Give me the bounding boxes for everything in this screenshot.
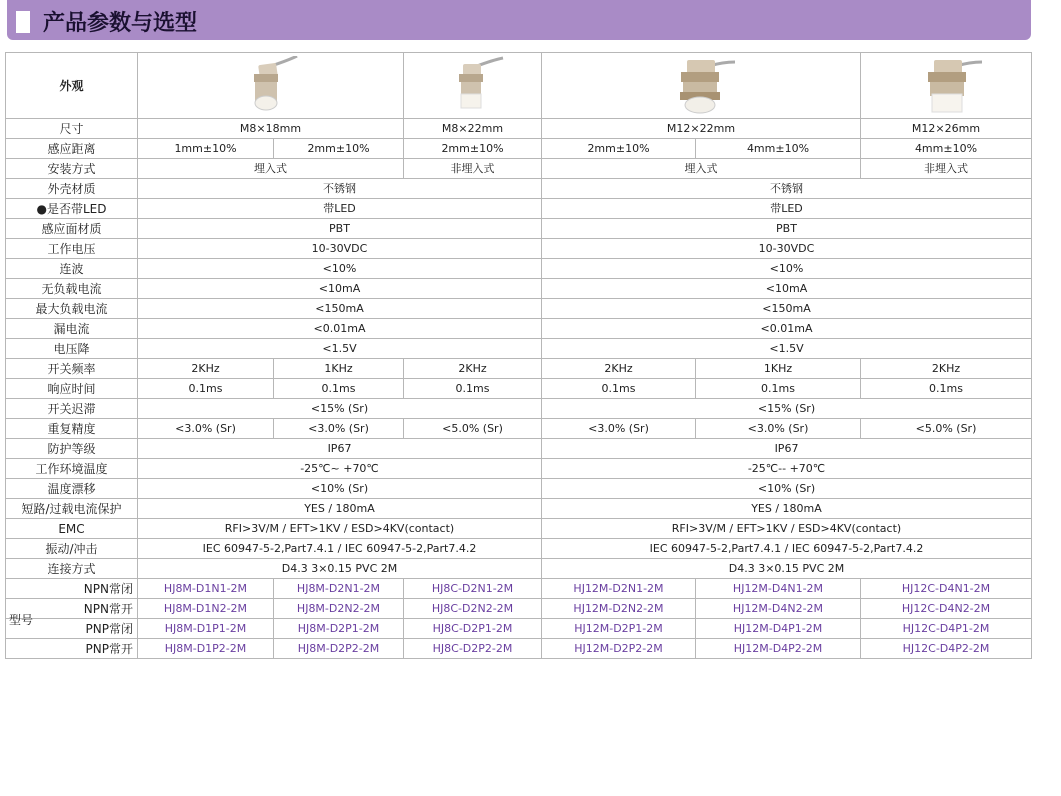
spec-value: 2mm±10% [274, 139, 404, 159]
spec-value: PBT [138, 219, 542, 239]
spec-label: 连接方式 [6, 559, 138, 579]
spec-value: 不锈钢 [138, 179, 542, 199]
spec-value: 2mm±10% [542, 139, 696, 159]
model-number[interactable]: HJ12M-D2P2-2M [542, 639, 696, 659]
model-type-label: NPN常闭 [6, 579, 138, 599]
model-number[interactable]: HJ8M-D2P1-2M [274, 619, 404, 639]
spec-label: 最大负载电流 [6, 299, 138, 319]
spec-value: <3.0% (Sr) [542, 419, 696, 439]
model-number[interactable]: HJ8M-D2P2-2M [274, 639, 404, 659]
model-number[interactable]: HJ12C-D4P2-2M [861, 639, 1032, 659]
spec-label: 温度漂移 [6, 479, 138, 499]
spec-value: <10% (Sr) [138, 479, 542, 499]
spec-row [6, 199, 1032, 219]
spec-label: 安装方式 [6, 159, 138, 179]
spec-value: IP67 [138, 439, 542, 459]
spec-label: 感应距离 [6, 139, 138, 159]
spec-label: EMC [6, 519, 138, 539]
spec-label: 感应面材质 [6, 219, 138, 239]
spec-value: 2KHz [861, 359, 1032, 379]
spec-value: 0.1ms [404, 379, 542, 399]
spec-value: 10-30VDC [138, 239, 542, 259]
product-image-cell [138, 53, 404, 119]
model-row [6, 599, 1032, 619]
spec-label: 开关迟滞 [6, 399, 138, 419]
spec-value: <0.01mA [542, 319, 1032, 339]
spec-label: 短路/过载电流保护 [6, 499, 138, 519]
spec-row [6, 539, 1032, 559]
spec-row [6, 319, 1032, 339]
spec-value: 4mm±10% [861, 139, 1032, 159]
spec-value: 10-30VDC [542, 239, 1032, 259]
model-row [6, 619, 1032, 639]
title-marker [16, 11, 30, 33]
spec-value: -25℃-- +70℃ [542, 459, 1032, 479]
model-number[interactable]: HJ8C-D2P1-2M [404, 619, 542, 639]
model-number[interactable]: HJ12M-D2P1-2M [542, 619, 696, 639]
spec-value: RFI>3V/M / EFT>1KV / ESD>4KV(contact) [542, 519, 1032, 539]
spec-value: 埋入式 [542, 159, 861, 179]
spec-label: 振动/冲击 [6, 539, 138, 559]
spec-value: 1KHz [274, 359, 404, 379]
spec-value: <10mA [138, 279, 542, 299]
model-number[interactable]: HJ8M-D1N2-2M [138, 599, 274, 619]
model-number[interactable]: HJ12M-D2N2-2M [542, 599, 696, 619]
appearance-label: 外观 [6, 53, 138, 119]
spec-value: 不锈钢 [542, 179, 1032, 199]
spec-value: 埋入式 [138, 159, 404, 179]
spec-value: 2KHz [542, 359, 696, 379]
spec-row [6, 559, 1032, 579]
spec-row [6, 499, 1032, 519]
spec-value: 2KHz [404, 359, 542, 379]
spec-value: 带LED [138, 199, 542, 219]
spec-value: 2KHz [138, 359, 274, 379]
spec-value: <150mA [138, 299, 542, 319]
spec-row [6, 279, 1032, 299]
spec-value: 0.1ms [274, 379, 404, 399]
spec-value: IEC 60947-5-2,Part7.4.1 / IEC 60947-5-2,Part7.4.2 [138, 539, 542, 559]
spec-value: D4.3 3×0.15 PVC 2M [542, 559, 1032, 579]
model-number[interactable]: HJ8M-D1N1-2M [138, 579, 274, 599]
spec-label: 开关频率 [6, 359, 138, 379]
spec-value: <5.0% (Sr) [861, 419, 1032, 439]
spec-row [6, 159, 1032, 179]
product-image-cell [861, 53, 1032, 119]
spec-value: <15% (Sr) [542, 399, 1032, 419]
spec-value: 0.1ms [696, 379, 861, 399]
spec-row [6, 459, 1032, 479]
spec-value: <1.5V [542, 339, 1032, 359]
model-section-label: 型号 [9, 612, 34, 627]
spec-value: <3.0% (Sr) [274, 419, 404, 439]
spec-value: D4.3 3×0.15 PVC 2M [138, 559, 542, 579]
spec-value: <3.0% (Sr) [138, 419, 274, 439]
m12-nonflush-sensor-image [906, 56, 986, 116]
model-row [6, 579, 1032, 599]
spec-value: RFI>3V/M / EFT>1KV / ESD>4KV(contact) [138, 519, 542, 539]
spec-label: 尺寸 [6, 119, 138, 139]
appearance-row [6, 53, 1032, 119]
spec-value: 0.1ms [861, 379, 1032, 399]
model-number[interactable]: HJ12M-D2N1-2M [542, 579, 696, 599]
section-header [7, 0, 1031, 40]
spec-row [6, 399, 1032, 419]
spec-value: M8×22mm [404, 119, 542, 139]
spec-row [6, 299, 1032, 319]
spec-value: <10% (Sr) [542, 479, 1032, 499]
model-number[interactable]: HJ8M-D2N1-2M [274, 579, 404, 599]
page-title: 产品参数与选型 [43, 11, 198, 36]
spec-value: PBT [542, 219, 1032, 239]
model-number[interactable]: HJ12C-D4N2-2M [861, 599, 1032, 619]
spec-value: 带LED [542, 199, 1032, 219]
model-number[interactable]: HJ12M-D4N2-2M [696, 599, 861, 619]
spec-row [6, 259, 1032, 279]
spec-value: <1.5V [138, 339, 542, 359]
spec-label: 电压降 [6, 339, 138, 359]
m8-nonflush-sensor-image [433, 56, 513, 116]
model-type-label: NPN常开 [6, 599, 138, 619]
spec-label: 无负载电流 [6, 279, 138, 299]
spec-value: M8×18mm [138, 119, 404, 139]
spec-label: 响应时间 [6, 379, 138, 399]
spec-row [6, 419, 1032, 439]
spec-value: 0.1ms [138, 379, 274, 399]
spec-label: 工作电压 [6, 239, 138, 259]
product-image-cell [542, 53, 861, 119]
spec-row [6, 119, 1032, 139]
m12-flush-sensor-image [661, 56, 741, 116]
spec-row [6, 179, 1032, 199]
model-type-label: PNP常开 [6, 639, 138, 659]
spec-value: 0.1ms [542, 379, 696, 399]
spec-value: YES / 180mA [138, 499, 542, 519]
spec-value: <0.01mA [138, 319, 542, 339]
spec-label: 外壳材质 [6, 179, 138, 199]
model-row [6, 639, 1032, 659]
spec-label: 漏电流 [6, 319, 138, 339]
spec-value: -25℃~ +70℃ [138, 459, 542, 479]
spec-value: IEC 60947-5-2,Part7.4.1 / IEC 60947-5-2,Part7.4.2 [542, 539, 1032, 559]
model-number[interactable]: HJ8C-D2P2-2M [404, 639, 542, 659]
spec-value: <10mA [542, 279, 1032, 299]
spec-value: <3.0% (Sr) [696, 419, 861, 439]
model-number[interactable]: HJ8M-D1P1-2M [138, 619, 274, 639]
spec-row [6, 239, 1032, 259]
spec-label: ●是否带LED [6, 199, 138, 219]
spec-label: 重复精度 [6, 419, 138, 439]
spec-value: 1mm±10% [138, 139, 274, 159]
spec-value: 非埋入式 [861, 159, 1032, 179]
spec-value: YES / 180mA [542, 499, 1032, 519]
spec-value: <5.0% (Sr) [404, 419, 542, 439]
model-number[interactable]: HJ8M-D1P2-2M [138, 639, 274, 659]
model-type-label: PNP常闭 [6, 619, 138, 639]
spec-value: 非埋入式 [404, 159, 542, 179]
model-number[interactable]: HJ12M-D4N1-2M [696, 579, 861, 599]
spec-value: <150mA [542, 299, 1032, 319]
spec-row [6, 519, 1032, 539]
spec-label: 工作环境温度 [6, 459, 138, 479]
spec-label: 防护等级 [6, 439, 138, 459]
spec-row [6, 219, 1032, 239]
model-number[interactable]: HJ12C-D4P1-2M [861, 619, 1032, 639]
spec-label: 连波 [6, 259, 138, 279]
spec-value: IP67 [542, 439, 1032, 459]
spec-value: M12×26mm [861, 119, 1032, 139]
model-number[interactable]: HJ8C-D2N2-2M [404, 599, 542, 619]
spec-value: <10% [542, 259, 1032, 279]
spec-value: <15% (Sr) [138, 399, 542, 419]
spec-value: <10% [138, 259, 542, 279]
spec-row [6, 359, 1032, 379]
model-number[interactable]: HJ8C-D2N1-2M [404, 579, 542, 599]
spec-row [6, 379, 1032, 399]
product-image-cell [404, 53, 542, 119]
spec-value: 1KHz [696, 359, 861, 379]
spec-row [6, 479, 1032, 499]
model-number[interactable]: HJ12M-D4P1-2M [696, 619, 861, 639]
spec-value: 4mm±10% [696, 139, 861, 159]
spec-value: 2mm±10% [404, 139, 542, 159]
m8-flush-sensor-image [231, 56, 311, 116]
spec-row [6, 339, 1032, 359]
spec-value: M12×22mm [542, 119, 861, 139]
spec-table [5, 52, 1032, 659]
model-number[interactable]: HJ8M-D2N2-2M [274, 599, 404, 619]
model-number[interactable]: HJ12M-D4P2-2M [696, 639, 861, 659]
spec-row [6, 139, 1032, 159]
model-number[interactable]: HJ12C-D4N1-2M [861, 579, 1032, 599]
spec-row [6, 439, 1032, 459]
